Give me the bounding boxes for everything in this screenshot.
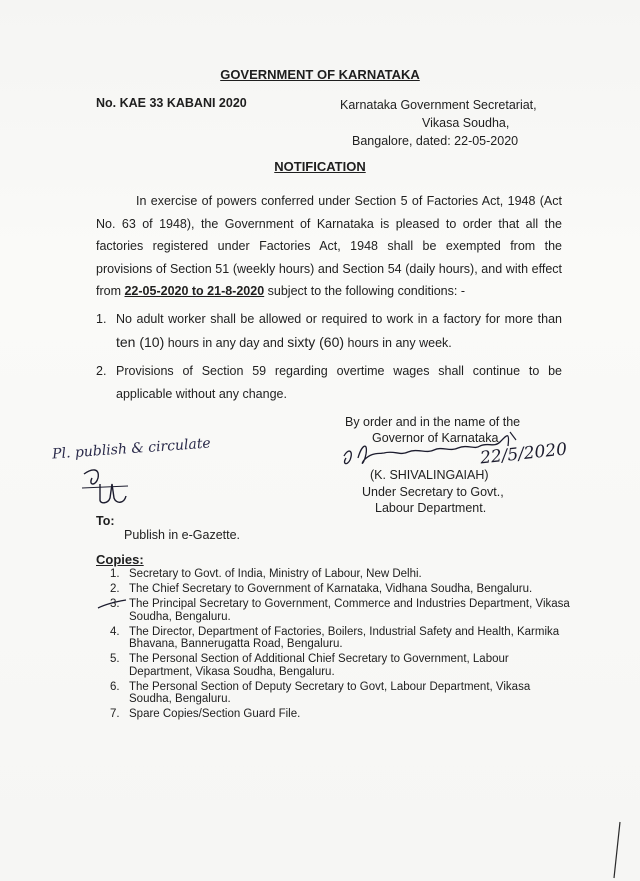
condition-2 xyxy=(96,360,562,405)
list-number: 7. xyxy=(110,708,120,720)
daily-hours-limit: ten (10) xyxy=(116,333,165,350)
handwritten-note: Pl. publish & circulate xyxy=(51,435,212,463)
list-item xyxy=(110,598,570,623)
address-line-1: Karnataka Government Secretariat, xyxy=(340,98,537,112)
list-item xyxy=(110,708,570,721)
condition-number: 1. xyxy=(96,312,107,326)
signatory-department: Labour Department. xyxy=(375,501,487,515)
order-line: By order and in the name of the xyxy=(345,415,521,429)
copies-list xyxy=(110,568,570,723)
address-line-2: Vikasa Soudha, xyxy=(422,116,510,130)
condition-number: 2. xyxy=(96,364,107,378)
publish-instruction: Publish in e-Gazette. xyxy=(124,528,241,542)
copies-heading: Copies: xyxy=(96,552,144,567)
notification-body xyxy=(96,190,562,303)
list-item xyxy=(110,681,570,706)
list-item xyxy=(110,626,570,651)
signatory-name: (K. SHIVALINGAIAH) xyxy=(370,468,489,482)
list-text: The Director, Department of Factories, Boilers, Industrial Safety and Health, Karmika Bhavana, Bannerugatta Road, Bengaluru. xyxy=(129,625,560,650)
weekly-hours-limit: sixty (60) xyxy=(287,333,345,350)
handwritten-mark xyxy=(96,596,136,612)
handwritten-date: 22/5/2020 xyxy=(479,439,568,469)
list-text: Spare Copies/Section Guard File. xyxy=(129,708,301,720)
address-block xyxy=(340,96,537,150)
list-number: 1. xyxy=(110,568,120,580)
list-text: The Personal Section of Additional Chief Secretary to Government, Labour Department, Vikasa Soudha, Bengaluru. xyxy=(129,653,509,678)
governor-line: Governor of Karnataka xyxy=(372,431,499,445)
condition-text: hours in any day and xyxy=(164,335,288,350)
condition-text: hours in any week. xyxy=(344,335,452,350)
government-title: GOVERNMENT OF KARNATAKA xyxy=(220,67,420,82)
list-text: The Principal Secretary to Government, Commerce and Industries Department, Vikasa Soudha, Bengaluru. xyxy=(129,598,570,623)
body-text-2: subject to the following conditions: - xyxy=(264,284,465,298)
list-number: 6. xyxy=(110,680,120,693)
condition-text: No adult worker shall be allowed or required to work in a factory for more than xyxy=(116,312,562,326)
condition-1 xyxy=(96,308,562,354)
signatory-designation: Under Secretary to Govt., xyxy=(362,485,504,499)
notification-heading: NOTIFICATION xyxy=(274,159,366,174)
list-text: The Chief Secretary to Government of Karnataka, Vidhana Soudha, Bengaluru. xyxy=(129,583,533,595)
body-text-1: In exercise of powers conferred under Section 5 of Factories Act, 1948 (Act No. 63 of 1948), the Government of Karnataka is pleased to order that all the factories registered under Factories Act, 1948 shall be exempted from the provisions of Section 51 (weekly hours) and Section 54 (daily hours), and with effect from xyxy=(96,194,562,298)
list-item xyxy=(110,568,570,581)
list-number: 5. xyxy=(110,653,120,665)
list-number: 4. xyxy=(110,625,120,638)
to-label: To: xyxy=(96,514,115,528)
list-number: 3. xyxy=(110,598,120,610)
list-number: 2. xyxy=(110,583,120,595)
list-item xyxy=(110,653,570,678)
handwritten-initials xyxy=(78,464,138,508)
list-text: Secretary to Govt. of India, Ministry of Labour, New Delhi. xyxy=(129,568,422,580)
reference-number: No. KAE 33 KABANI 2020 xyxy=(96,96,247,110)
page-edge-mark xyxy=(600,820,630,881)
condition-text: Provisions of Section 59 regarding overtime wages shall continue to be applicable without any change. xyxy=(116,364,562,401)
effective-period: 22-05-2020 to 21-8-2020 xyxy=(124,284,265,298)
list-text: The Personal Section of Deputy Secretary to Govt, Labour Department, Vikasa Soudha, Bengaluru. xyxy=(129,680,531,705)
list-item xyxy=(110,583,570,596)
address-date-line: Bangalore, dated: 22-05-2020 xyxy=(352,134,519,148)
